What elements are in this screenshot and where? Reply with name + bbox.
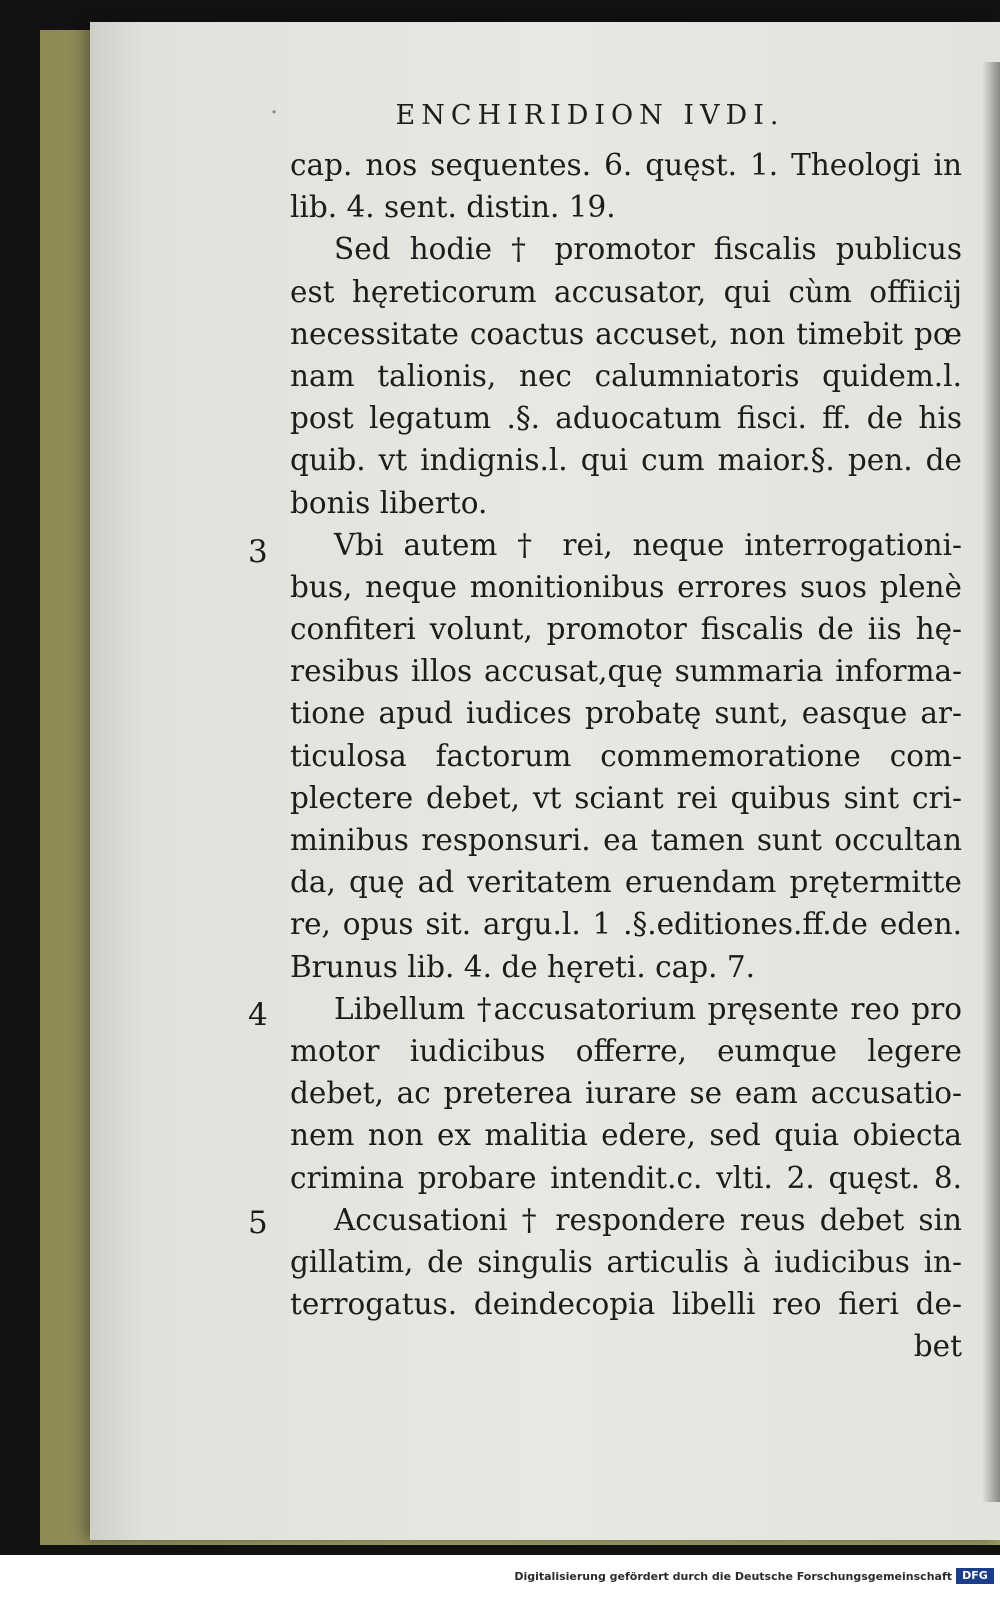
text-line: da, quę ad veritatem eruendam prętermitte xyxy=(290,865,962,900)
text-line: Brunus lib. 4. de hęreti. cap. 7. xyxy=(290,949,755,984)
running-head-mark: · xyxy=(270,98,279,128)
text-line: Vbi autem † rei, neque interrogationi- xyxy=(334,527,962,562)
text-line: nem non ex malitia edere, sed quia obiecta xyxy=(290,1118,962,1153)
text-line: bonis liberto. xyxy=(290,485,488,520)
text-line: re, opus sit. argu.l. 1 .§.editiones.ff.de eden. xyxy=(290,907,962,942)
text-line: lib. 4. sent. distin. 19. xyxy=(290,190,616,225)
text-line: tione apud iudices probatę sunt, easque ar- xyxy=(290,696,962,731)
page-edge-shadow xyxy=(982,62,1000,1502)
text-line: ticulosa factorum commemoratione com- xyxy=(290,738,962,773)
text-line: nam talionis, nec calumniatoris quidem.l. xyxy=(290,358,962,393)
text-line: plectere debet, vt sciant rei quibus sint cri- xyxy=(290,780,962,815)
running-head: ENCHIRIDION IVDI. xyxy=(395,100,785,131)
funding-credit: Digitalisierung gefördert durch die Deutsche Forschungsgemeinschaft xyxy=(514,1570,952,1583)
text-line: est hęreticorum accusator, qui cùm offiicij xyxy=(290,274,962,309)
margin-number-5: 5 xyxy=(248,1205,268,1241)
text-line: Sed hodie † promotor fiscalis publicus xyxy=(334,232,962,267)
catchword: bet xyxy=(913,1329,962,1364)
text-line: minibus responsuri. ea tamen sunt occultan xyxy=(290,823,962,857)
text-line: post legatum .§. aduocatum fisci. ff. de his xyxy=(290,401,962,436)
text-line: cap. nos sequentes. 6. quęst. 1. Theologi in xyxy=(290,148,962,182)
text-line: resibus illos accusat,quę summaria informa- xyxy=(290,654,962,689)
text-line: debet, ac preterea iurare se eam accusatio- xyxy=(290,1076,962,1111)
margin-number-4: 4 xyxy=(248,997,268,1033)
text-line: Accusationi † respondere reus debet sin xyxy=(334,1202,962,1237)
text-line: Libellum †accusatorium pręsente reo pro xyxy=(334,991,962,1026)
text-line: bus, neque monitionibus errores suos plenè xyxy=(290,569,962,604)
text-line: terrogatus. deindecopia libelli reo fieri de- xyxy=(290,1287,962,1322)
text-line: quib. vt indignis.l. qui cum maior.§. pen. de xyxy=(290,443,962,478)
footer-bar xyxy=(0,1555,1000,1598)
text-line: crimina probare intendit.c. vlti. 2. quęst. 8. xyxy=(290,1160,962,1195)
text-line: necessitate coactus accuset, non timebit pœ xyxy=(290,316,962,351)
margin-number-3: 3 xyxy=(248,534,268,570)
text-line: gillatim, de singulis articulis à iudicibus in- xyxy=(290,1244,962,1279)
text-line: motor iudicibus offerre, eumque legere xyxy=(290,1033,962,1068)
text-line: confiteri volunt, promotor fiscalis de iis hę- xyxy=(290,612,962,647)
page-body-text xyxy=(290,144,962,1367)
dfg-logo[interactable]: DFG xyxy=(956,1568,994,1584)
